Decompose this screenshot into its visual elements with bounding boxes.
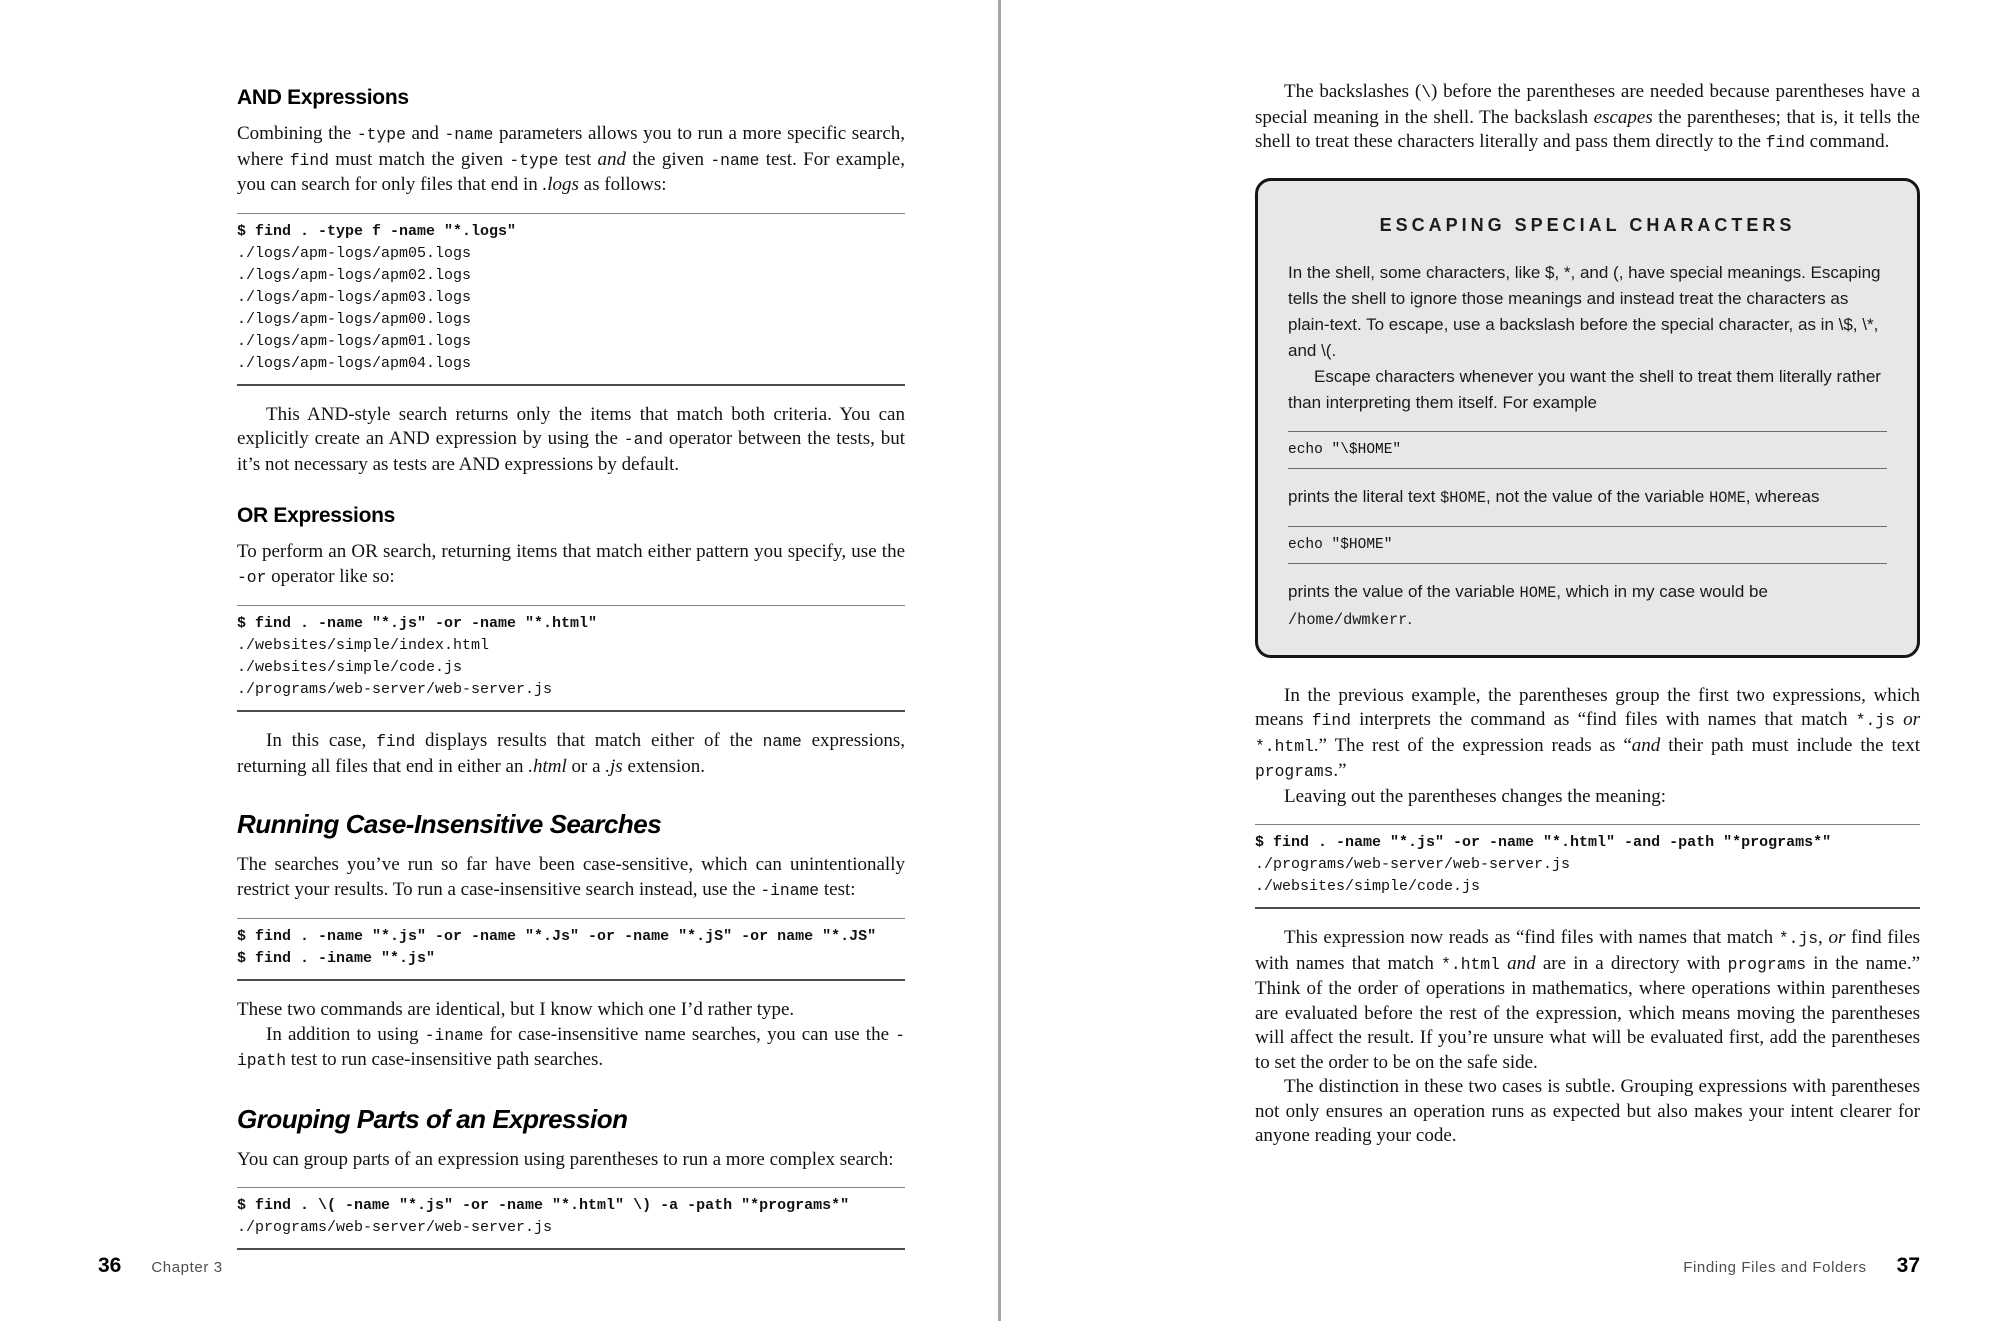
- inline-code: find: [1311, 711, 1351, 730]
- paragraph: The distinction in these two cases is subtle. Grouping expressions with parentheses not only ensures an operation runs as expected but also makes your intent clearer for anyone reading your code.: [1255, 1076, 1920, 1146]
- section-heading: OR Expressions: [237, 504, 396, 527]
- inline-code: -ipath: [237, 1025, 905, 1070]
- section-label: Finding Files and Folders: [1683, 1259, 1867, 1276]
- paragraph: This expression now reads as “find files with names that match *.js, or find files with names that match *.html and are in a directory with programs in the name.” Think of the order of operations in mathematics, where operations within parentheses are evaluated before the rest of the expression, which means moving the parentheses will affect the result. If you’re unsure what will be evaluated first, add the parentheses to set the order to be on the safe side.: [1255, 927, 1921, 1073]
- sidebar-paragraph: prints the value of the variable HOME, which in my case would be /home/dwmkerr.: [1288, 581, 1768, 629]
- italic-text: .html: [528, 755, 567, 777]
- page-number-left: 36: [98, 1254, 122, 1277]
- inline-code: /home/dwmkerr: [1288, 610, 1408, 629]
- code-block: [237, 213, 905, 386]
- output-line: echo "\$HOME": [1288, 441, 1402, 458]
- output-line: ./programs/web-server/web-server.js: [237, 1219, 553, 1236]
- inline-code: find: [1765, 133, 1805, 152]
- inline-code: \: [1421, 83, 1431, 102]
- page-gutter-divider: [998, 0, 1001, 1321]
- output-line: ./logs/apm-logs/apm00.logs: [237, 310, 472, 328]
- paragraph: In addition to using -iname for case-insensitive name searches, you can use the -ipath test to run case-insensitive path searches.: [237, 1023, 905, 1070]
- paragraph: The backslashes (\) before the parentheses are needed because parentheses have a special meaning in the shell. The backslash escapes the parentheses; that is, it tells the shell to treat these characters literally and pass them directly to the find command.: [1255, 81, 1921, 152]
- inline-code: programs: [1255, 762, 1334, 781]
- output-line: ./websites/simple/code.js: [1255, 878, 1481, 895]
- italic-text: and: [1507, 952, 1536, 974]
- paragraph: The searches you’ve run so far have been case-sensitive, which can unintentionally restrict your results. To run a case-insensitive search instead, use the -iname test:: [237, 854, 905, 900]
- output-line: echo "$HOME": [1288, 536, 1393, 553]
- code-block: [237, 918, 905, 981]
- sidebar-paragraph: Escape characters whenever you want the shell to treat them literally rather than interpreting them itself. For example: [1288, 366, 1881, 412]
- paragraph: In this case, find displays results that match either of the name expressions, returning all files that end in either an .html or a .js extension.: [237, 730, 905, 777]
- italic-text: and: [1631, 734, 1661, 756]
- code-block: [1255, 824, 1920, 909]
- inline-code: HOME: [1519, 583, 1557, 602]
- paragraph: Leaving out the parentheses changes the meaning:: [1284, 785, 1666, 807]
- code-block: [1288, 431, 1887, 469]
- command-line: $ find . \( -name "*.js" -or -name "*.html" \) -a -path "*programs*": [237, 1197, 850, 1214]
- code-block: [1288, 526, 1887, 564]
- output-line: ./logs/apm-logs/apm02.logs: [237, 266, 472, 284]
- footer-right: [1683, 1254, 1920, 1278]
- page-left: [237, 86, 905, 1267]
- inline-code: -or: [237, 567, 267, 587]
- output-line: ./websites/simple/index.html: [237, 637, 490, 654]
- italic-text: .js: [605, 755, 623, 777]
- output-line: ./logs/apm-logs/apm04.logs: [237, 354, 472, 372]
- inline-code: -and: [623, 430, 663, 449]
- inline-code: -name: [710, 150, 760, 170]
- inline-code: $HOME: [1440, 488, 1487, 507]
- inline-code: -iname: [760, 880, 820, 900]
- italic-text: .logs: [542, 174, 579, 195]
- sidebar-box: [1255, 178, 1920, 658]
- output-line: ./logs/apm-logs/apm01.logs: [237, 332, 472, 350]
- inline-code: find: [289, 150, 329, 170]
- sidebar-paragraph: In the shell, some characters, like $, *, and (, have special meanings. Escaping tells the shell to ignore those meanings and instead treat the characters as plain-text. To escape, use a backslash before the special character, as in \$, \*, and \(.: [1288, 262, 1881, 360]
- inline-code: find: [376, 732, 416, 751]
- command-line: $ find . -name "*.js" -or -name "*.html": [237, 615, 598, 632]
- inline-code: *.html: [1255, 736, 1314, 756]
- sidebar-title: ESCAPING SPECIAL CHARACTERS: [1379, 214, 1796, 235]
- command-line: $ find . -type f -name "*.logs": [237, 222, 517, 240]
- inline-code: -iname: [424, 1025, 484, 1045]
- output-line: ./logs/apm-logs/apm03.logs: [237, 288, 472, 306]
- section-heading-large: Grouping Parts of an Expression: [237, 1103, 628, 1134]
- section-heading-large: Running Case-Insensitive Searches: [237, 809, 662, 839]
- italic-text: or: [1828, 927, 1846, 948]
- inline-code: *.js: [1778, 929, 1819, 948]
- paragraph: Combining the -type and -name parameters allows you to run a more specific search, where find must match the given -type test and the given -name test. For example, you can search for only files that end in .logs as follows:: [237, 123, 905, 195]
- page-right: [1255, 80, 1920, 1149]
- code-block: [237, 605, 905, 712]
- inline-code: *.js: [1855, 711, 1895, 730]
- section-heading: AND Expressions: [237, 86, 409, 109]
- paragraph: You can group parts of an expression using parentheses to run a more complex search:: [237, 1148, 894, 1170]
- sidebar-paragraph: prints the literal text $HOME, not the value of the variable HOME, whereas: [1288, 486, 1820, 507]
- page-number-right: 37: [1896, 1254, 1920, 1277]
- inline-code: -type: [509, 150, 559, 170]
- inline-code: *.html: [1441, 954, 1500, 974]
- italic-text: escapes: [1593, 106, 1653, 128]
- inline-code: HOME: [1709, 488, 1746, 507]
- chapter-label: Chapter 3: [151, 1259, 223, 1276]
- output-line: ./websites/simple/code.js: [237, 659, 463, 676]
- italic-text: or: [1903, 709, 1920, 730]
- code-block: [237, 1187, 905, 1250]
- footer-left: [98, 1254, 223, 1278]
- italic-text: and: [597, 148, 626, 170]
- inline-code: -type: [356, 125, 406, 144]
- command-line: $ find . -iname "*.js": [237, 950, 436, 967]
- paragraph: These two commands are identical, but I know which one I’d rather type.: [237, 999, 795, 1020]
- command-line: $ find . -name "*.js" -or -name "*.Js" -or -name "*.jS" -or name "*.JS": [237, 928, 877, 945]
- inline-code: name: [762, 732, 802, 751]
- output-line: ./programs/web-server/web-server.js: [1255, 856, 1571, 873]
- inline-code: -name: [444, 125, 494, 144]
- paragraph: In the previous example, the parentheses group the first two expressions, which means find interprets the command as “find files with names that match *.js or *.html.” The rest of the expression reads as “and their path must include the text programs.”: [1255, 684, 1920, 781]
- paragraph: To perform an OR search, returning items that match either pattern you specify, use the -or operator like so:: [237, 541, 905, 587]
- output-line: ./logs/apm-logs/apm05.logs: [237, 244, 472, 262]
- command-line: $ find . -name "*.js" -or -name "*.html" -and -path "*programs*": [1255, 834, 1832, 851]
- paragraph: This AND-style search returns only the items that match both criteria. You can explicitly create an AND expression by using the -and operator between the tests, but it’s not necessary as tests are AND expressions by default.: [237, 403, 905, 475]
- output-line: ./programs/web-server/web-server.js: [237, 681, 553, 698]
- inline-code: programs: [1727, 954, 1807, 974]
